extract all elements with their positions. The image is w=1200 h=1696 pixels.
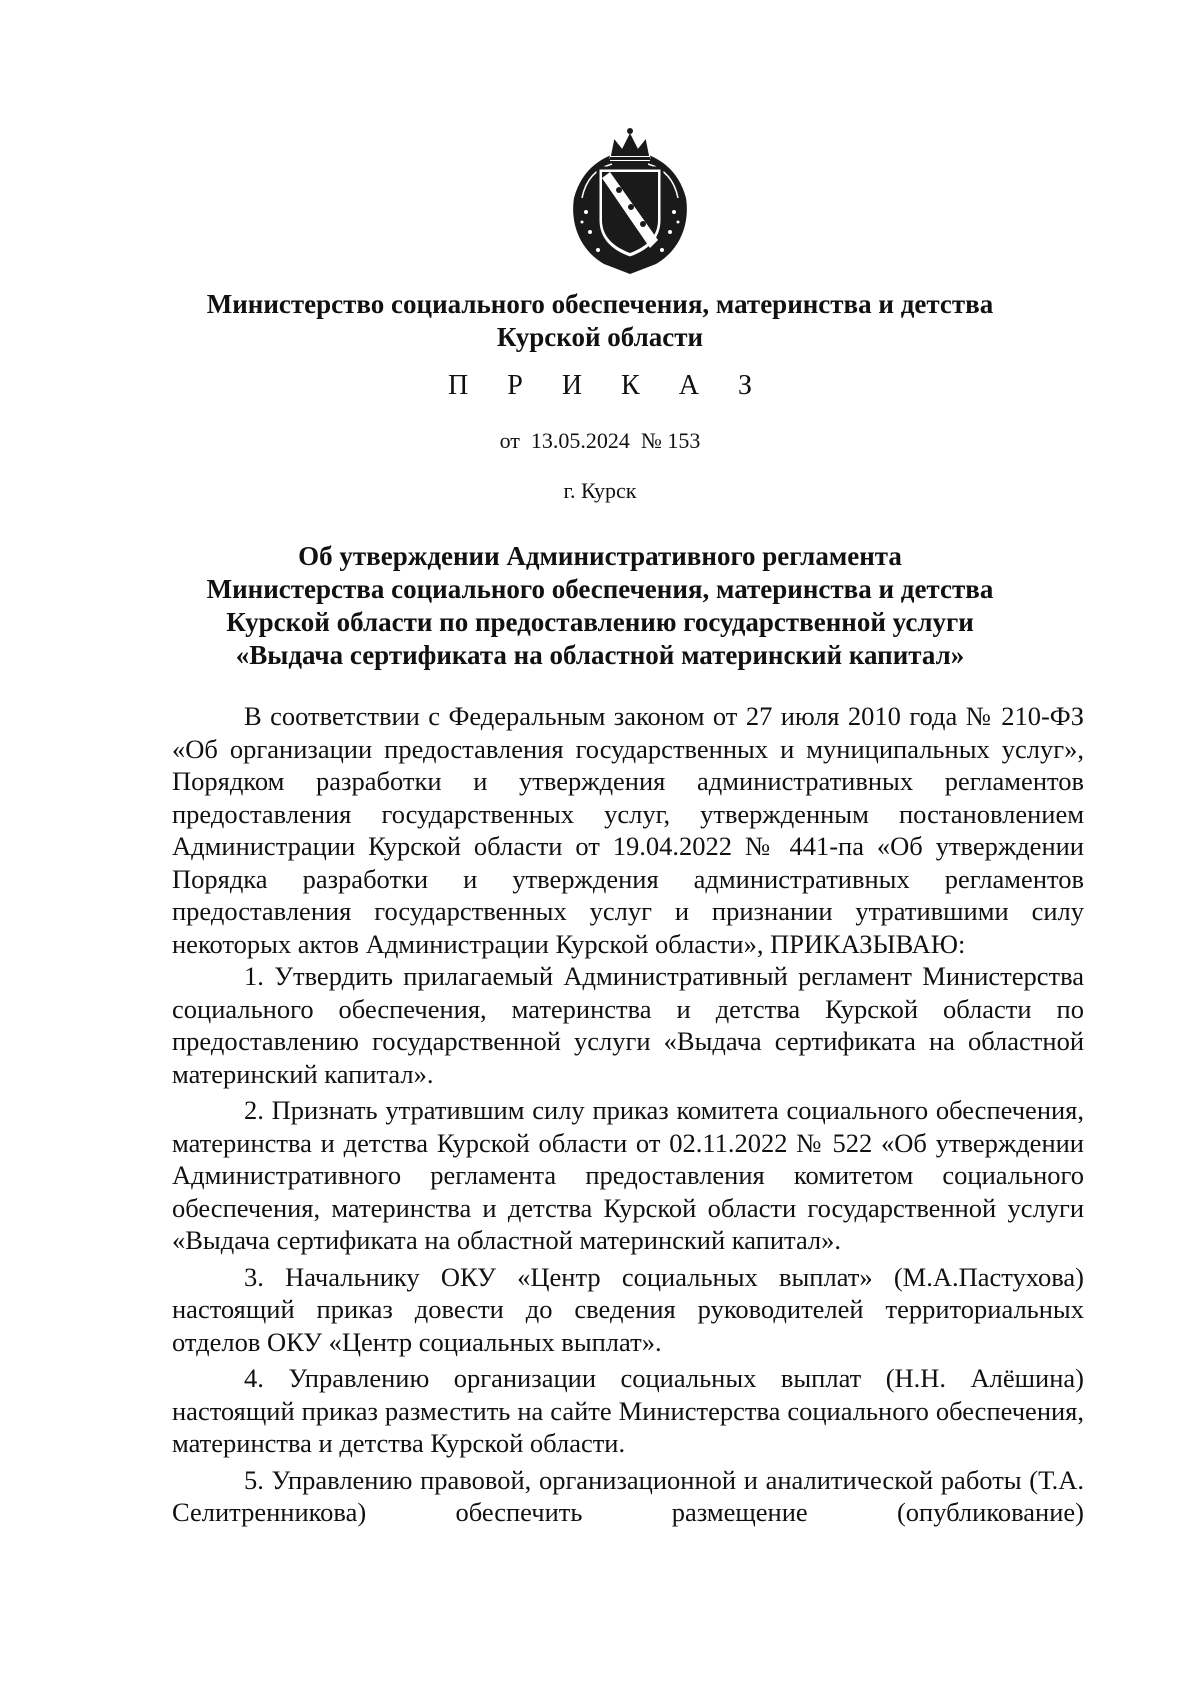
coat-of-arms-emblem bbox=[564, 128, 696, 276]
subject-line-1: Об утверждении Административного регламента bbox=[298, 541, 902, 571]
order-item-1: 1. Утвердить прилагаемый Административный регламент Министерства социального обеспечения, материнства и детства Курской области по предоставлению государственной услуги «Выдача сертификата на областной материнский капитал». bbox=[172, 961, 1084, 1089]
order-date-number: от 13.05.2024 № 153 bbox=[499, 428, 701, 453]
organization-line-2: Курской области bbox=[496, 322, 704, 352]
order-item-4: 4. Управлению организации социальных выплат (Н.Н. Алёшина) настоящий приказ разместить на сайте Министерства социального обеспечения, материнства и детства Курской области. bbox=[172, 1363, 1084, 1458]
subject-line-3: Курской области по предоставлению государственной услуги bbox=[226, 607, 974, 637]
subject-line-2: Министерства социального обеспечения, материнства и детства bbox=[206, 574, 994, 604]
organization-line-1: Министерство социального обеспечения, материнства и детства bbox=[206, 289, 994, 319]
order-city: г. Курск bbox=[563, 478, 637, 503]
order-title: П Р И К А З bbox=[448, 370, 768, 401]
order-item-3: 3. Начальнику ОКУ «Центр социальных выплат» (М.А.Пастухова) настоящий приказ довести до сведения руководителей территориальных отделов ОКУ «Центр социальных выплат». bbox=[172, 1261, 1084, 1357]
order-item-2: 2. Признать утратившим силу приказ комитета социального обеспечения, материнства и детства Курской области от 02.11.2022 № 522 «Об утверждении Административного регламента предоставления комитетом социального обеспечения, материнства и детства Курской области государственной услуги «Выдача сертификата на областной материнский капитал». bbox=[172, 1095, 1084, 1255]
order-subject bbox=[0, 540, 1200, 672]
preamble-paragraph: В соответствии с Федеральным законом от 27 июля 2010 года № 210-ФЗ «Об организации предоставления государственных и муниципальных услуг», Порядком разработки и утверждения административных регламентов предоставления государственных услуг, утвержденным постановлением Администрации Курской области от 19.04.2022 № 441-па «Об утверждении Порядка разработки и утверждения административных регламентов предоставления государственных услуг и признании утратившими силу некоторых актов Администрации Курской области», ПРИКАЗЫВАЮ: bbox=[172, 701, 1084, 959]
order-body bbox=[172, 700, 1084, 1529]
organization-name bbox=[0, 288, 1200, 354]
order-item-5: 5. Управлению правовой, организационной и аналитической работы (Т.А. Селитренникова) обеспечить размещение (опубликование) bbox=[172, 1464, 1084, 1527]
subject-line-4: «Выдача сертификата на областной материнский капитал» bbox=[235, 640, 965, 670]
